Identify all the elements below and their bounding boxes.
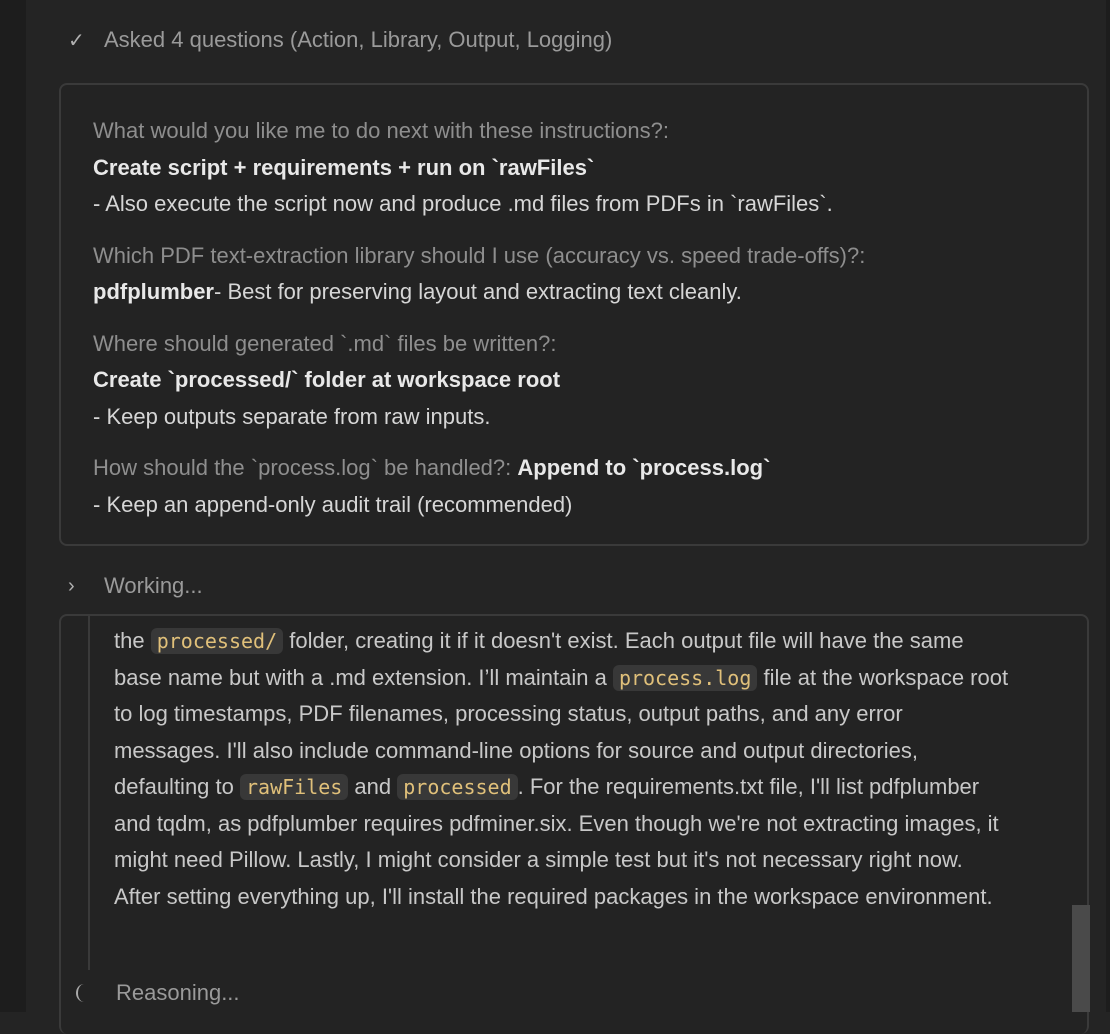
- questions-summary[interactable]: [68, 25, 612, 55]
- questions-card: [59, 83, 1089, 546]
- inline-code: processed: [397, 774, 517, 800]
- reasoning-card: [59, 614, 1089, 1034]
- scrollbar-thumb[interactable]: [1072, 905, 1090, 1012]
- answer-text: pdfplumber: [93, 279, 214, 304]
- sidebar-edge: [0, 0, 26, 1012]
- question-text: What would you like me to do next with these instructions?:: [93, 118, 669, 143]
- question-item: [93, 113, 1055, 223]
- summary-label: Asked 4 questions (Action, Library, Output, Logging): [104, 27, 613, 52]
- working-toggle[interactable]: [68, 571, 203, 601]
- question-item: [93, 238, 1055, 311]
- answer-text: Create `processed/` folder at workspace root: [93, 367, 561, 392]
- inline-code: processed/: [151, 628, 283, 654]
- question-text: How should the `process.log` be handled?:: [93, 455, 512, 480]
- answer-detail: - Keep an append-only audit trail (recommended): [93, 491, 573, 517]
- chevron-right-icon: ›: [68, 574, 75, 597]
- question-item: [93, 326, 1055, 436]
- question-item: [93, 450, 1055, 523]
- status-label: Reasoning...: [116, 980, 240, 1005]
- working-label: Working...: [104, 573, 203, 598]
- question-text: Which PDF text-extraction library should I use (accuracy vs. speed trade-offs)?:: [93, 242, 866, 268]
- answer-text: Create script + requirements + run on `rawFiles`: [93, 154, 595, 180]
- answer-detail: - Best for preserving layout and extracting text cleanly.: [214, 279, 742, 304]
- answer-detail: - Keep outputs separate from raw inputs.: [93, 403, 491, 429]
- check-icon: ✓: [68, 29, 85, 52]
- inline-code: rawFiles: [240, 774, 348, 800]
- thread-line: [88, 616, 90, 970]
- answer-text: Append to `process.log`: [517, 455, 771, 480]
- reasoning-status: [76, 978, 240, 1008]
- answer-detail: - Also execute the script now and produce .md files from PDFs in `rawFiles`.: [93, 191, 833, 216]
- inline-code: process.log: [613, 665, 757, 691]
- window-edge: [1106, 0, 1110, 1012]
- question-text: Where should generated `.md` files be written?:: [93, 330, 557, 356]
- reasoning-text: the processed/ folder, creating it if it doesn't exist. Each output file will have the same base name but with a .md extension. I’ll maintain a process.log file at the workspace root to log timestamps, PDF filenames, processing status, output paths, and any error messages. I'll also include command-line options for source and output directories, defaulting to rawFiles and processed . For the requirements.txt file, I'll list pdfplumber and tqdm, as pdfplumber requires pdfminer.six. Even though we're not extracting images, it might need Pillow. Lastly, I might consider a simple test but it's not necessary right now. After setting everything up, I'll install the required packages in the workspace environment.: [114, 628, 1009, 909]
- spinner-icon: [76, 984, 92, 1002]
